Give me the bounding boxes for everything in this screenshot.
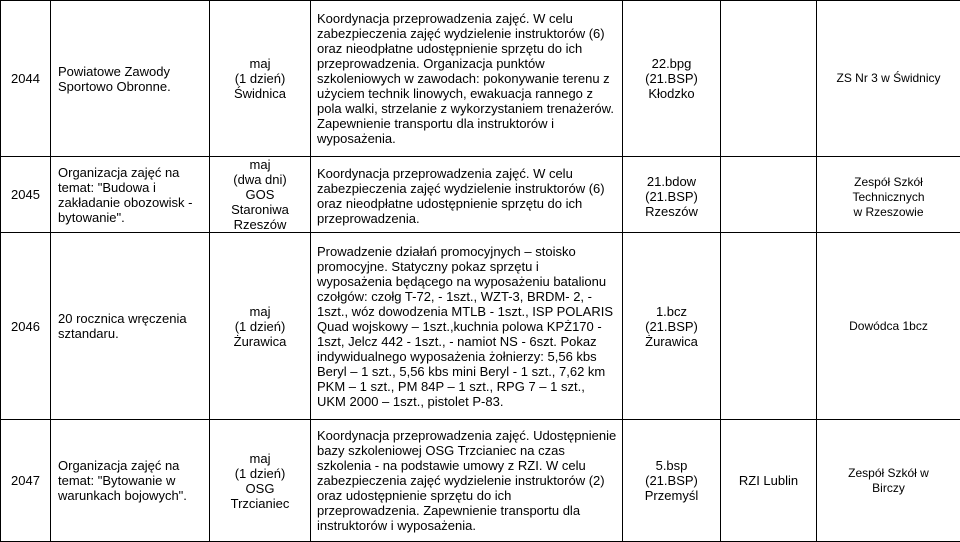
military-unit: 22.bpg (21.BSP) Kłodzko	[623, 1, 721, 157]
event-description: Koordynacja przeprowadzenia zajęć. W celu zabezpieczenia zajęć wydzielenie instruktorów (6) oraz nieodpłatne udostępnienie sprzętu do ich przeprowadzenia.	[311, 157, 623, 233]
table-row	[1, 157, 960, 233]
organizer	[721, 233, 817, 420]
table-row	[1, 233, 960, 420]
event-date-place: maj (1 dzień) Świdnica	[210, 1, 311, 157]
event-description: Prowadzenie działań promocyjnych – stoisko promocyjne. Statyczny pokaz sprzętu i wyposażenia będącego na wyposażeniu batalionu czołgów: czołg T-72, - 1szt., WZT-3, BRDM- 2, - 1szt., wóz dowodzenia MTLB - 1szt., ISP POLARIS Quad wojskowy – 1szt.,kuchnia polowa KPŻ170 - 1szt, Jelcz 442 - 1szt., - namiot NS - 6szt. Pokaz indywidualnego wyposażenia żołnierzy: 5,56 kbs Beryl – 1 szt., 5,56 kbs mini Beryl - 1 szt., 7,62 km PKM – 1 szt., PM 84P – 1 szt., RPG 7 – 1 szt., UKM 2000 – 1szt., pistolet P-83.	[311, 233, 623, 420]
event-date-place: maj (1 dzień) Żurawica	[210, 233, 311, 420]
row-number: 2044	[1, 1, 51, 157]
event-date-place: maj (1 dzień) OSG Trzcianiec	[210, 420, 311, 542]
organizer	[721, 157, 817, 233]
event-title: 20 rocznica wręczenia sztandaru.	[51, 233, 210, 420]
event-date-place: maj (dwa dni) GOS Staroniwa Rzeszów	[210, 157, 311, 233]
row-number: 2046	[1, 233, 51, 420]
organizer: RZI Lublin	[721, 420, 817, 542]
row-number: 2045	[1, 157, 51, 233]
table-row	[1, 1, 960, 157]
military-unit: 1.bcz (21.BSP) Żurawica	[623, 233, 721, 420]
military-unit: 21.bdow (21.BSP) Rzeszów	[623, 157, 721, 233]
partner: Zespół Szkół Technicznych w Rzeszowie	[817, 157, 960, 233]
partner: Zespół Szkół w Birczy	[817, 420, 960, 542]
event-description: Koordynacja przeprowadzenia zajęć. W celu zabezpieczenia zajęć wydzielenie instruktorów (6) oraz nieodpłatne udostępnienie sprzętu do ich przeprowadzenia. Organizacja punktów szkoleniowych w zawodach: pokonywanie terenu z użyciem technik linowych, ewakuacja rannego z pola walki, strzelanie z wykorzystaniem trenażerów. Zapewnienie transportu dla instruktorów i wyposażenia.	[311, 1, 623, 157]
partner: Dowódca 1bcz	[817, 233, 960, 420]
table-row	[1, 420, 960, 542]
row-number: 2047	[1, 420, 51, 542]
event-title: Powiatowe Zawody Sportowo Obronne.	[51, 1, 210, 157]
event-description: Koordynacja przeprowadzenia zajęć. Udostępnienie bazy szkoleniowej OSG Trzcianiec na czas szkolenia - na podstawie umowy z RZI. W celu zabezpieczenia zajęć wydzielenie instruktorów (2) oraz udostępnienie sprzętu do ich przeprowadzenia. Zapewnienie transportu dla instruktorów i wyposażenia.	[311, 420, 623, 542]
military-unit: 5.bsp (21.BSP) Przemyśl	[623, 420, 721, 542]
event-title: Organizacja zajęć na temat: "Bytowanie w warunkach bojowych".	[51, 420, 210, 542]
partner: ZS Nr 3 w Świdnicy	[817, 1, 960, 157]
organizer	[721, 1, 817, 157]
event-title: Organizacja zajęć na temat: "Budowa i zakładanie obozowisk - bytowanie".	[51, 157, 210, 233]
